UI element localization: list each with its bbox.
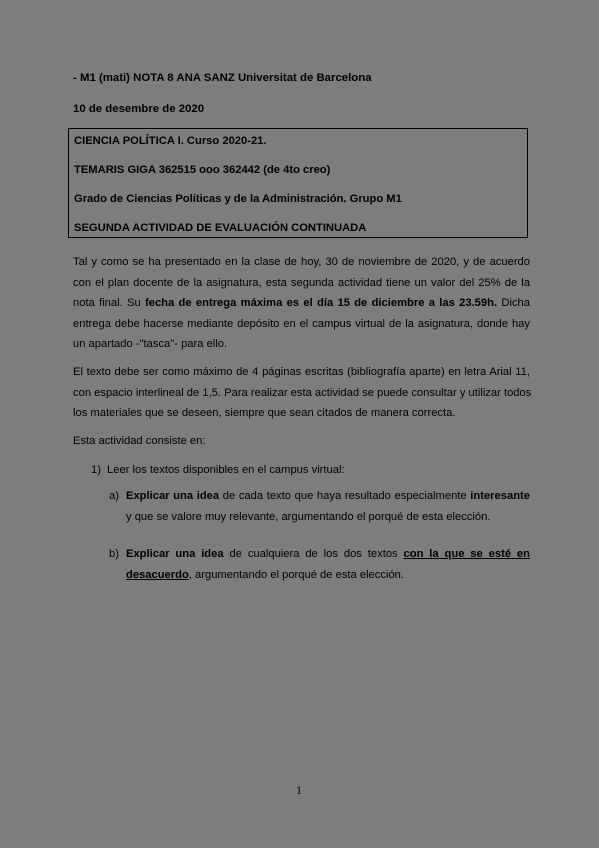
paragraph-line: entrega debe hacerse mediante depósito en el campus virtual de la asignatura, donde hay (73, 317, 530, 330)
activity-title: SEGUNDA ACTIVIDAD DE EVALUACIÓN CONTINUADA (74, 222, 367, 234)
document-date: 10 de desembre de 2020 (73, 103, 205, 115)
paragraph-line: un apartado -"tasca"- para ello. (73, 338, 228, 351)
course-title: CIENCIA POLÍTICA I. Curso 2020-21. (74, 135, 267, 147)
activity-intro: Esta actividad consiste en: (73, 435, 206, 447)
sub-item-line (126, 544, 530, 565)
text-run: Dicha (497, 297, 530, 310)
underlined-bold-text: desacuerdo (126, 568, 189, 581)
paragraph-line: con el plan docente de la asignatura, esta segunda actividad tiene un valor del 25% de la (73, 276, 530, 289)
paragraph-line (73, 293, 530, 314)
document-header: - M1 (mati) NOTA 8 ANA SANZ Universitat de Barcelona (73, 72, 372, 84)
list-item-1 (91, 464, 345, 476)
paragraph-format (73, 362, 530, 424)
paragraph-line: con espacio interlineal de 1,5. Para realizar esta actividad se puede consultar y utilizar todos (73, 386, 532, 399)
degree-line: Grado de Ciencias Políticas y de la Administración. Grupo M1 (74, 193, 402, 205)
bold-text: interesante (470, 490, 530, 502)
paragraph-line: los materiales que se deseen, siempre que sean citados de manera correcta. (73, 407, 456, 420)
underlined-bold-text: con la que se esté en (403, 548, 530, 560)
sub-item-body (126, 544, 530, 585)
text-run: de cualquiera de los dos textos (223, 548, 404, 560)
list-item-text: Leer los textos disponibles en el campus virtual: (107, 464, 345, 476)
sub-item-line (126, 486, 530, 507)
bold-text: Explicar una idea (126, 490, 220, 502)
sub-item-line: y que se valore muy relevante, argumentando el porqué de esta elección. (126, 510, 491, 523)
temaris-line: TEMARIS GIGA 362515 ooo 362442 (de 4to creo) (74, 164, 331, 176)
list-number: 1) (91, 464, 101, 476)
sub-item-body (126, 486, 530, 527)
course-info-box (68, 128, 528, 238)
sub-item-letter: a) (109, 490, 119, 502)
paragraph-deadline (73, 252, 530, 355)
text-run: nota final. Su (73, 297, 146, 310)
text-run: de cada texto que haya resultado especialmente (219, 490, 471, 502)
text-run: , argumentando el porqué de esta elección. (188, 568, 405, 581)
sub-item-letter: b) (109, 548, 119, 560)
deadline-text: fecha de entrega máxima es el día 15 de diciembre a las 23.59h. (145, 297, 498, 310)
page-number: 1 (296, 783, 302, 797)
paragraph-line: El texto debe ser como máximo de 4 páginas escritas (bibliografía aparte) en letra Arial 11, (73, 366, 530, 378)
sub-item-line (126, 565, 530, 586)
paragraph-line: Tal y como se ha presentado en la clase de hoy, 30 de noviembre de 2020, y de acuerdo (73, 256, 530, 268)
bold-text: Explicar una idea (126, 548, 224, 560)
